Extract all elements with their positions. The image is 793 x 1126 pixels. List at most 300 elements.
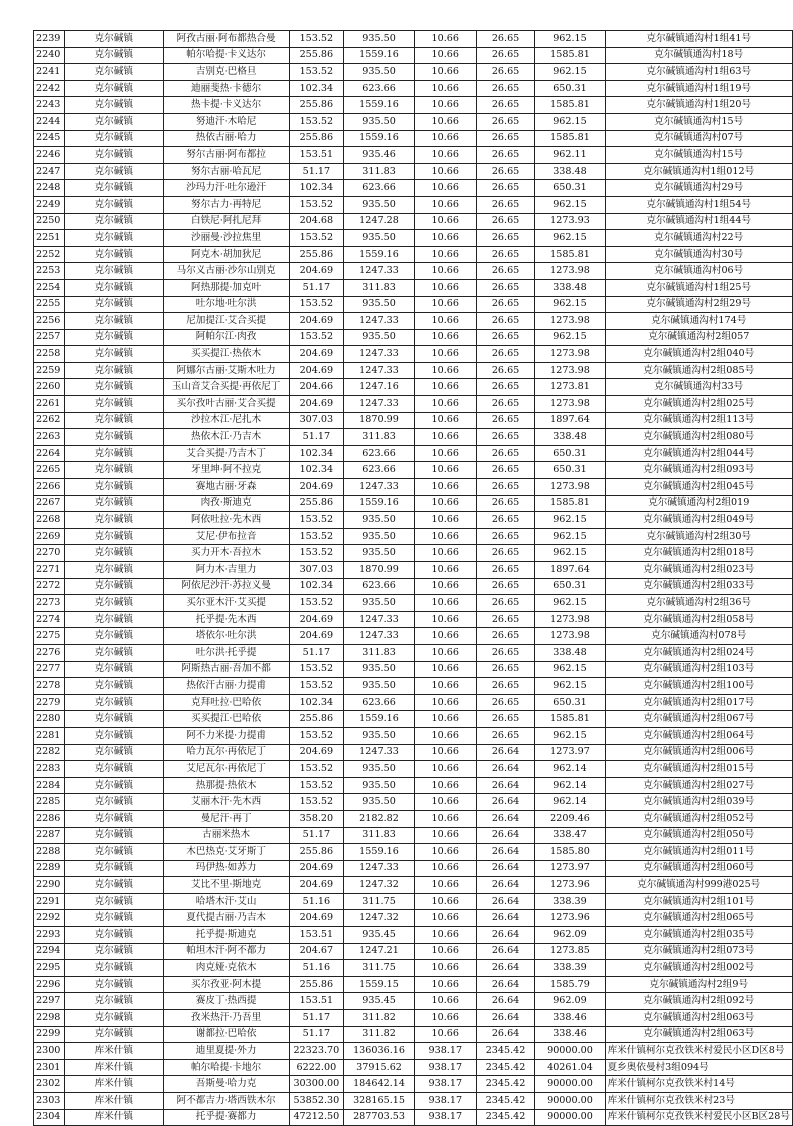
address-cell: 克尔碱镇通沟村2组017号 (605, 694, 792, 711)
value-d-cell: 26.65 (476, 230, 535, 247)
value-c-cell: 10.66 (414, 329, 476, 346)
value-total-cell: 1585.81 (535, 97, 605, 114)
value-total-cell: 650.31 (535, 80, 605, 97)
town-cell: 克尔碱镇 (64, 313, 163, 330)
value-a-cell: 153.52 (289, 296, 344, 313)
table-row (34, 130, 793, 147)
name-cell: 努迪汗·木哈尼 (163, 113, 289, 130)
value-a-cell: 204.69 (289, 860, 344, 877)
value-a-cell: 255.86 (289, 246, 344, 263)
table-row (34, 993, 793, 1010)
name-cell: 木巴热克·艾牙斯丁 (163, 844, 289, 861)
name-cell: 阿帕尔江·肉孜 (163, 329, 289, 346)
name-cell: 阿娜尔古丽·艾斯木吐力 (163, 362, 289, 379)
value-b-cell: 1247.33 (344, 744, 415, 761)
address-cell: 克尔碱镇通沟村2组033号 (605, 578, 792, 595)
value-b-cell: 1559.16 (344, 844, 415, 861)
name-cell: 赛皮丁·热西提 (163, 993, 289, 1010)
value-d-cell: 26.64 (476, 744, 535, 761)
table-row (34, 694, 793, 711)
value-c-cell: 10.66 (414, 113, 476, 130)
address-cell: 克尔碱镇通沟村1组41号 (605, 31, 792, 48)
value-d-cell: 26.65 (476, 362, 535, 379)
value-b-cell: 935.50 (344, 64, 415, 81)
address-cell: 克尔碱镇通沟村2组101号 (605, 893, 792, 910)
value-b-cell: 1559.16 (344, 246, 415, 263)
row-number-cell: 2291 (34, 893, 65, 910)
value-c-cell: 10.66 (414, 495, 476, 512)
value-total-cell: 962.11 (535, 147, 605, 164)
value-b-cell: 623.66 (344, 694, 415, 711)
row-number-cell: 2243 (34, 97, 65, 114)
value-c-cell: 938.17 (414, 1109, 476, 1126)
value-total-cell: 90000.00 (535, 1043, 605, 1060)
table-row (34, 927, 793, 944)
town-cell: 克尔碱镇 (64, 163, 163, 180)
value-a-cell: 204.69 (289, 611, 344, 628)
address-cell: 克尔碱镇通沟村1组19号 (605, 80, 792, 97)
value-d-cell: 26.65 (476, 31, 535, 48)
row-number-cell: 2247 (34, 163, 65, 180)
value-d-cell: 26.64 (476, 810, 535, 827)
value-b-cell: 623.66 (344, 462, 415, 479)
address-cell: 克尔碱镇通沟村2组113号 (605, 412, 792, 429)
address-cell: 库米什镇柯尔克孜铁米村爱民小区D区8号 (605, 1043, 792, 1060)
row-number-cell: 2258 (34, 346, 65, 363)
table-row (34, 313, 793, 330)
value-a-cell: 153.52 (289, 777, 344, 794)
value-b-cell: 935.45 (344, 993, 415, 1010)
town-cell: 克尔碱镇 (64, 412, 163, 429)
table-row (34, 479, 793, 496)
name-cell: 玛伊热·如苏力 (163, 860, 289, 877)
table-row (34, 960, 793, 977)
value-d-cell: 26.65 (476, 644, 535, 661)
value-b-cell: 1247.32 (344, 910, 415, 927)
town-cell: 克尔碱镇 (64, 479, 163, 496)
value-d-cell: 26.64 (476, 794, 535, 811)
address-cell: 克尔碱镇通沟村2组044号 (605, 445, 792, 462)
name-cell: 买力开木·吾拉木 (163, 545, 289, 562)
table-row (34, 31, 793, 48)
name-cell: 阿力木·吉里力 (163, 562, 289, 579)
value-c-cell: 10.66 (414, 777, 476, 794)
value-b-cell: 935.50 (344, 512, 415, 529)
value-a-cell: 51.17 (289, 429, 344, 446)
value-c-cell: 938.17 (414, 1043, 476, 1060)
table-row (34, 445, 793, 462)
value-b-cell: 1247.33 (344, 362, 415, 379)
value-c-cell: 10.66 (414, 761, 476, 778)
name-cell: 夏代提古丽·乃吉木 (163, 910, 289, 927)
value-b-cell: 328165.15 (344, 1093, 415, 1110)
table-row (34, 1026, 793, 1043)
address-cell: 克尔碱镇通沟村999港025号 (605, 877, 792, 894)
town-cell: 克尔碱镇 (64, 927, 163, 944)
value-total-cell: 90000.00 (535, 1109, 605, 1126)
name-cell: 塔依尔·吐尔洪 (163, 628, 289, 645)
name-cell: 阿不力米提·力提甫 (163, 727, 289, 744)
address-cell: 克尔碱镇通沟村2组050号 (605, 827, 792, 844)
table-row (34, 147, 793, 164)
name-cell: 肉克娅·克依木 (163, 960, 289, 977)
row-number-cell: 2267 (34, 495, 65, 512)
name-cell: 沙拉木江·尼扎木 (163, 412, 289, 429)
value-total-cell: 650.31 (535, 462, 605, 479)
name-cell: 买尔孜亚·阿木提 (163, 976, 289, 993)
value-total-cell: 1273.96 (535, 877, 605, 894)
value-total-cell: 338.39 (535, 893, 605, 910)
value-total-cell: 90000.00 (535, 1076, 605, 1093)
value-a-cell: 204.68 (289, 213, 344, 230)
town-cell: 克尔碱镇 (64, 611, 163, 628)
row-number-cell: 2283 (34, 761, 65, 778)
value-c-cell: 10.66 (414, 396, 476, 413)
value-d-cell: 26.65 (476, 47, 535, 64)
town-cell: 克尔碱镇 (64, 445, 163, 462)
value-b-cell: 935.50 (344, 230, 415, 247)
row-number-cell: 2244 (34, 113, 65, 130)
value-c-cell: 10.66 (414, 64, 476, 81)
value-a-cell: 153.51 (289, 927, 344, 944)
name-cell: 托乎提·斯迪克 (163, 927, 289, 944)
name-cell: 阿克木·胡加狄尼 (163, 246, 289, 263)
value-total-cell: 1585.80 (535, 844, 605, 861)
value-total-cell: 1585.81 (535, 47, 605, 64)
address-cell: 克尔碱镇通沟村2组045号 (605, 479, 792, 496)
value-a-cell: 102.34 (289, 578, 344, 595)
address-cell: 克尔碱镇通沟村2组073号 (605, 943, 792, 960)
value-b-cell: 311.83 (344, 827, 415, 844)
row-number-cell: 2272 (34, 578, 65, 595)
town-cell: 克尔碱镇 (64, 512, 163, 529)
value-a-cell: 153.52 (289, 678, 344, 695)
table-row (34, 279, 793, 296)
town-cell: 克尔碱镇 (64, 296, 163, 313)
data-table (33, 30, 793, 1126)
value-total-cell: 962.14 (535, 777, 605, 794)
value-d-cell: 26.65 (476, 661, 535, 678)
row-number-cell: 2239 (34, 31, 65, 48)
address-cell: 克尔碱镇通沟村06号 (605, 263, 792, 280)
town-cell: 克尔碱镇 (64, 113, 163, 130)
value-d-cell: 26.65 (476, 678, 535, 695)
town-cell: 克尔碱镇 (64, 429, 163, 446)
value-total-cell: 962.15 (535, 545, 605, 562)
table-row (34, 810, 793, 827)
table-row (34, 396, 793, 413)
row-number-cell: 2287 (34, 827, 65, 844)
value-d-cell: 26.65 (476, 80, 535, 97)
value-b-cell: 935.50 (344, 528, 415, 545)
value-total-cell: 338.46 (535, 1026, 605, 1043)
name-cell: 克拜吐拉·巴哈依 (163, 694, 289, 711)
name-cell: 帕尔哈提·卡地尔 (163, 1059, 289, 1076)
name-cell: 吾斯曼·哈力克 (163, 1076, 289, 1093)
name-cell: 努尔古力·再特尼 (163, 196, 289, 213)
address-cell: 克尔碱镇通沟村078号 (605, 628, 792, 645)
table-row (34, 263, 793, 280)
name-cell: 买买提江·巴哈依 (163, 711, 289, 728)
value-a-cell: 204.66 (289, 379, 344, 396)
value-d-cell: 26.65 (476, 379, 535, 396)
value-c-cell: 10.66 (414, 893, 476, 910)
value-total-cell: 1273.98 (535, 611, 605, 628)
table-row (34, 346, 793, 363)
value-c-cell: 10.66 (414, 346, 476, 363)
table-row (34, 1109, 793, 1126)
value-total-cell: 962.15 (535, 296, 605, 313)
table-row (34, 1059, 793, 1076)
table-row (34, 230, 793, 247)
table-row (34, 412, 793, 429)
address-cell: 克尔碱镇通沟村2组093号 (605, 462, 792, 479)
name-cell: 阿斯热古丽·吾加不都 (163, 661, 289, 678)
value-b-cell: 311.83 (344, 644, 415, 661)
value-b-cell: 136036.16 (344, 1043, 415, 1060)
name-cell: 白铁尼·阿扎尼拜 (163, 213, 289, 230)
address-cell: 克尔碱镇通沟村30号 (605, 246, 792, 263)
value-b-cell: 311.83 (344, 163, 415, 180)
name-cell: 托乎提·赛都力 (163, 1109, 289, 1126)
row-number-cell: 2265 (34, 462, 65, 479)
value-d-cell: 2345.42 (476, 1109, 535, 1126)
value-b-cell: 1247.33 (344, 860, 415, 877)
town-cell: 克尔碱镇 (64, 1026, 163, 1043)
table-row (34, 1010, 793, 1027)
value-d-cell: 26.65 (476, 263, 535, 280)
table-row (34, 761, 793, 778)
address-cell: 克尔碱镇通沟村1组25号 (605, 279, 792, 296)
value-d-cell: 26.64 (476, 976, 535, 993)
value-c-cell: 10.66 (414, 860, 476, 877)
row-number-cell: 2270 (34, 545, 65, 562)
value-d-cell: 26.64 (476, 860, 535, 877)
value-total-cell: 962.15 (535, 661, 605, 678)
row-number-cell: 2250 (34, 213, 65, 230)
value-c-cell: 10.66 (414, 180, 476, 197)
town-cell: 克尔碱镇 (64, 595, 163, 612)
value-c-cell: 10.66 (414, 976, 476, 993)
value-c-cell: 10.66 (414, 47, 476, 64)
value-d-cell: 26.65 (476, 694, 535, 711)
value-b-cell: 935.50 (344, 777, 415, 794)
row-number-cell: 2271 (34, 562, 65, 579)
value-c-cell: 10.66 (414, 810, 476, 827)
address-cell: 克尔碱镇通沟村29号 (605, 180, 792, 197)
value-total-cell: 650.31 (535, 578, 605, 595)
row-number-cell: 2249 (34, 196, 65, 213)
address-cell: 克尔碱镇通沟村07号 (605, 130, 792, 147)
value-b-cell: 935.50 (344, 196, 415, 213)
row-number-cell: 2292 (34, 910, 65, 927)
name-cell: 孜米热汗·乃吾里 (163, 1010, 289, 1027)
name-cell: 帕尔哈提·卡义达尔 (163, 47, 289, 64)
table-row (34, 163, 793, 180)
town-cell: 库米什镇 (64, 1043, 163, 1060)
value-c-cell: 10.66 (414, 1010, 476, 1027)
value-c-cell: 10.66 (414, 313, 476, 330)
value-c-cell: 10.66 (414, 927, 476, 944)
table-row (34, 113, 793, 130)
name-cell: 阿热那提·加克叶 (163, 279, 289, 296)
row-number-cell: 2263 (34, 429, 65, 446)
row-number-cell: 2266 (34, 479, 65, 496)
value-a-cell: 204.69 (289, 744, 344, 761)
address-cell: 克尔碱镇通沟村18号 (605, 47, 792, 64)
value-c-cell: 10.66 (414, 678, 476, 695)
address-cell: 克尔碱镇通沟村2组052号 (605, 810, 792, 827)
value-d-cell: 26.65 (476, 296, 535, 313)
value-total-cell: 1585.81 (535, 130, 605, 147)
name-cell: 吐尔地·吐尔洪 (163, 296, 289, 313)
table-row (34, 678, 793, 695)
name-cell: 迪丽斐热·卡德尔 (163, 80, 289, 97)
name-cell: 艾尼·伊布拉音 (163, 528, 289, 545)
value-a-cell: 153.51 (289, 147, 344, 164)
value-total-cell: 962.15 (535, 113, 605, 130)
value-c-cell: 10.66 (414, 279, 476, 296)
row-number-cell: 2262 (34, 412, 65, 429)
town-cell: 克尔碱镇 (64, 844, 163, 861)
town-cell: 克尔碱镇 (64, 893, 163, 910)
address-cell: 克尔碱镇通沟村2组035号 (605, 927, 792, 944)
value-total-cell: 962.15 (535, 528, 605, 545)
name-cell: 热卡提·卡义达尔 (163, 97, 289, 114)
row-number-cell: 2254 (34, 279, 65, 296)
town-cell: 克尔碱镇 (64, 97, 163, 114)
table-row (34, 893, 793, 910)
value-c-cell: 10.66 (414, 827, 476, 844)
address-cell: 克尔碱镇通沟村2组060号 (605, 860, 792, 877)
town-cell: 克尔碱镇 (64, 976, 163, 993)
town-cell: 库米什镇 (64, 1093, 163, 1110)
value-d-cell: 26.65 (476, 727, 535, 744)
table-row (34, 462, 793, 479)
town-cell: 克尔碱镇 (64, 910, 163, 927)
value-d-cell: 2345.42 (476, 1059, 535, 1076)
value-d-cell: 26.64 (476, 927, 535, 944)
value-c-cell: 10.66 (414, 844, 476, 861)
table-row (34, 727, 793, 744)
value-d-cell: 26.65 (476, 180, 535, 197)
address-cell: 库米什镇柯尔克孜铁米村23号 (605, 1093, 792, 1110)
value-d-cell: 26.65 (476, 130, 535, 147)
town-cell: 克尔碱镇 (64, 196, 163, 213)
table-row (34, 943, 793, 960)
value-d-cell: 26.65 (476, 628, 535, 645)
table-row (34, 429, 793, 446)
name-cell: 艾丽木汗·先木西 (163, 794, 289, 811)
table-row (34, 711, 793, 728)
table-body (34, 31, 793, 1126)
value-c-cell: 10.66 (414, 943, 476, 960)
row-number-cell: 2261 (34, 396, 65, 413)
name-cell: 买尔亚木汗·艾买提 (163, 595, 289, 612)
value-total-cell: 962.09 (535, 927, 605, 944)
value-b-cell: 1247.33 (344, 611, 415, 628)
value-d-cell: 26.65 (476, 346, 535, 363)
name-cell: 托乎提·先木西 (163, 611, 289, 628)
value-c-cell: 10.66 (414, 412, 476, 429)
value-b-cell: 1247.33 (344, 628, 415, 645)
row-number-cell: 2296 (34, 976, 65, 993)
value-b-cell: 935.45 (344, 927, 415, 944)
row-number-cell: 2275 (34, 628, 65, 645)
value-c-cell: 10.66 (414, 661, 476, 678)
address-cell: 克尔碱镇通沟村2组018号 (605, 545, 792, 562)
row-number-cell: 2253 (34, 263, 65, 280)
value-c-cell: 10.66 (414, 644, 476, 661)
value-c-cell: 10.66 (414, 230, 476, 247)
value-total-cell: 1273.81 (535, 379, 605, 396)
value-total-cell: 1585.81 (535, 246, 605, 263)
value-total-cell: 650.31 (535, 445, 605, 462)
name-cell: 热依汗古丽·力提甫 (163, 678, 289, 695)
value-b-cell: 935.50 (344, 113, 415, 130)
address-cell: 克尔碱镇通沟村174号 (605, 313, 792, 330)
value-c-cell: 10.66 (414, 1026, 476, 1043)
address-cell: 克尔碱镇通沟村1组44号 (605, 213, 792, 230)
value-a-cell: 255.86 (289, 711, 344, 728)
town-cell: 克尔碱镇 (64, 147, 163, 164)
value-c-cell: 10.66 (414, 562, 476, 579)
value-a-cell: 51.16 (289, 893, 344, 910)
value-b-cell: 623.66 (344, 80, 415, 97)
address-cell: 克尔碱镇通沟村2组063号 (605, 1026, 792, 1043)
town-cell: 克尔碱镇 (64, 31, 163, 48)
value-b-cell: 1247.28 (344, 213, 415, 230)
value-d-cell: 26.65 (476, 113, 535, 130)
address-cell: 克尔碱镇通沟村2组064号 (605, 727, 792, 744)
row-number-cell: 2298 (34, 1010, 65, 1027)
town-cell: 克尔碱镇 (64, 279, 163, 296)
row-number-cell: 2273 (34, 595, 65, 612)
town-cell: 克尔碱镇 (64, 130, 163, 147)
town-cell: 克尔碱镇 (64, 47, 163, 64)
value-d-cell: 26.64 (476, 777, 535, 794)
value-d-cell: 26.65 (476, 462, 535, 479)
row-number-cell: 2285 (34, 794, 65, 811)
row-number-cell: 2242 (34, 80, 65, 97)
value-total-cell: 962.14 (535, 761, 605, 778)
value-d-cell: 26.64 (476, 1026, 535, 1043)
value-total-cell: 1897.64 (535, 412, 605, 429)
row-number-cell: 2286 (34, 810, 65, 827)
value-d-cell: 26.65 (476, 479, 535, 496)
town-cell: 克尔碱镇 (64, 678, 163, 695)
value-d-cell: 26.64 (476, 1010, 535, 1027)
row-number-cell: 2302 (34, 1076, 65, 1093)
value-d-cell: 26.65 (476, 495, 535, 512)
town-cell: 克尔碱镇 (64, 64, 163, 81)
table-row (34, 562, 793, 579)
value-b-cell: 1247.21 (344, 943, 415, 960)
name-cell: 吉别克·巴格旦 (163, 64, 289, 81)
address-cell: 克尔碱镇通沟村2组29号 (605, 296, 792, 313)
value-total-cell: 90000.00 (535, 1093, 605, 1110)
value-c-cell: 10.66 (414, 960, 476, 977)
value-a-cell: 358.20 (289, 810, 344, 827)
row-number-cell: 2301 (34, 1059, 65, 1076)
value-total-cell: 338.48 (535, 644, 605, 661)
value-d-cell: 26.65 (476, 562, 535, 579)
name-cell: 尼加提江·艾合买提 (163, 313, 289, 330)
row-number-cell: 2256 (34, 313, 65, 330)
value-b-cell: 311.75 (344, 960, 415, 977)
address-cell: 克尔碱镇通沟村33号 (605, 379, 792, 396)
value-b-cell: 1247.33 (344, 396, 415, 413)
